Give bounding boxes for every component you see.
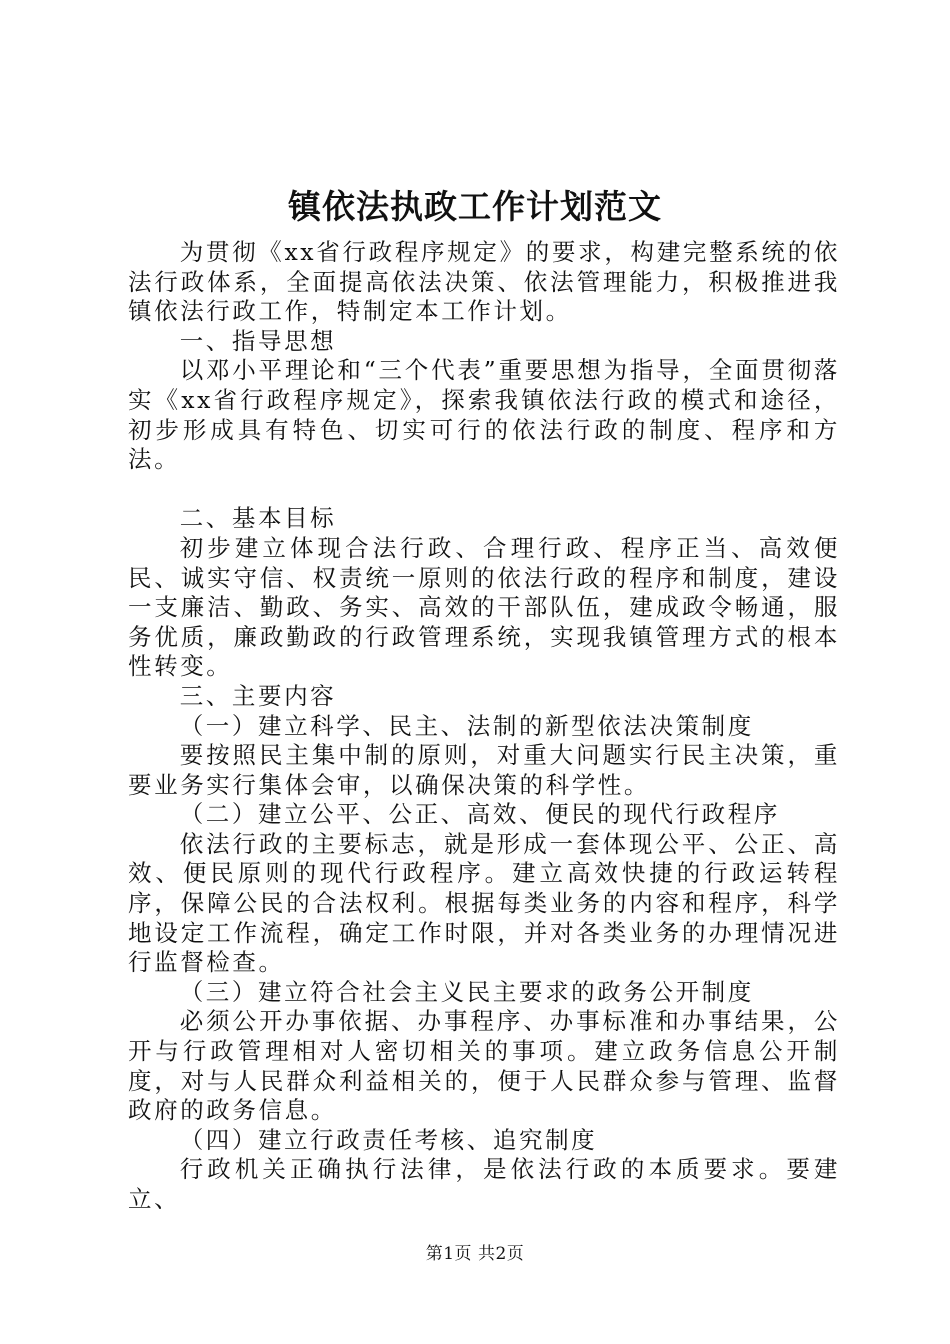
subsection-3-paragraph: 必须公开办事依据、办事程序、办事标准和办事结果，公开与行政管理相对人密切相关的事项。建立政务信息公开制度，对与人民群众利益相关的，便于人民群众参与管理、监督政府的政务信息。 (128, 1007, 840, 1125)
section-heading-guiding-ideology: 一、指导思想 (179, 326, 337, 355)
subsection-heading-4: （四）建立行政责任考核、追究制度 (179, 1125, 598, 1154)
basic-goals-paragraph: 初步建立体现合法行政、合理行政、程序正当、高效便民、诚实守信、权责统一原则的依法行政的程序和制度，建设一支廉洁、勤政、务实、高效的干部队伍，建成政令畅通，服务优质，廉政勤政的行政管理系统，实现我镇管理方式的根本性转变。 (128, 533, 840, 681)
document-body (128, 238, 840, 1215)
subsection-4-paragraph: 行政机关正确执行法律，是依法行政的本质要求。要建立、 (128, 1155, 840, 1213)
section-heading-main-content: 三、主要内容 (179, 681, 337, 710)
subsection-heading-3: （三）建立符合社会主义民主要求的政务公开制度 (179, 977, 754, 1006)
subsection-heading-2: （二）建立公平、公正、高效、便民的现代行政程序 (179, 800, 780, 829)
guiding-ideology-paragraph: 以邓小平理论和“三个代表”重要思想为指导，全面贯彻落实《xx省行政程序规定》，探索我镇依法行政的模式和途径，初步形成具有特色、切实可行的依法行政的制度、程序和方法。 (128, 356, 840, 474)
page-footer: 第1页 共2页 (425, 1244, 525, 1264)
subsection-2-paragraph: 依法行政的主要标志，就是形成一套体现公平、公正、高效、便民原则的现代行政程序。建立高效快捷的行政运转程序，保障公民的合法权利。根据每类业务的内容和程序，科学地设定工作流程，确定工作时限，并对各类业务的办理情况进行监督检查。 (128, 829, 840, 977)
intro-paragraph: 为贯彻《xx省行政程序规定》的要求，构建完整系统的依法行政体系，全面提高依法决策、依法管理能力，积极推进我镇依法行政工作，特制定本工作计划。 (128, 238, 840, 326)
document-title: 镇依法执政工作计划范文 (288, 187, 662, 226)
section-heading-basic-goals: 二、基本目标 (179, 504, 337, 533)
subsection-heading-1: （一）建立科学、民主、法制的新型依法决策制度 (179, 711, 754, 740)
subsection-1-paragraph: 要按照民主集中制的原则，对重大问题实行民主决策，重要业务实行集体会审，以确保决策的科学性。 (128, 741, 840, 799)
